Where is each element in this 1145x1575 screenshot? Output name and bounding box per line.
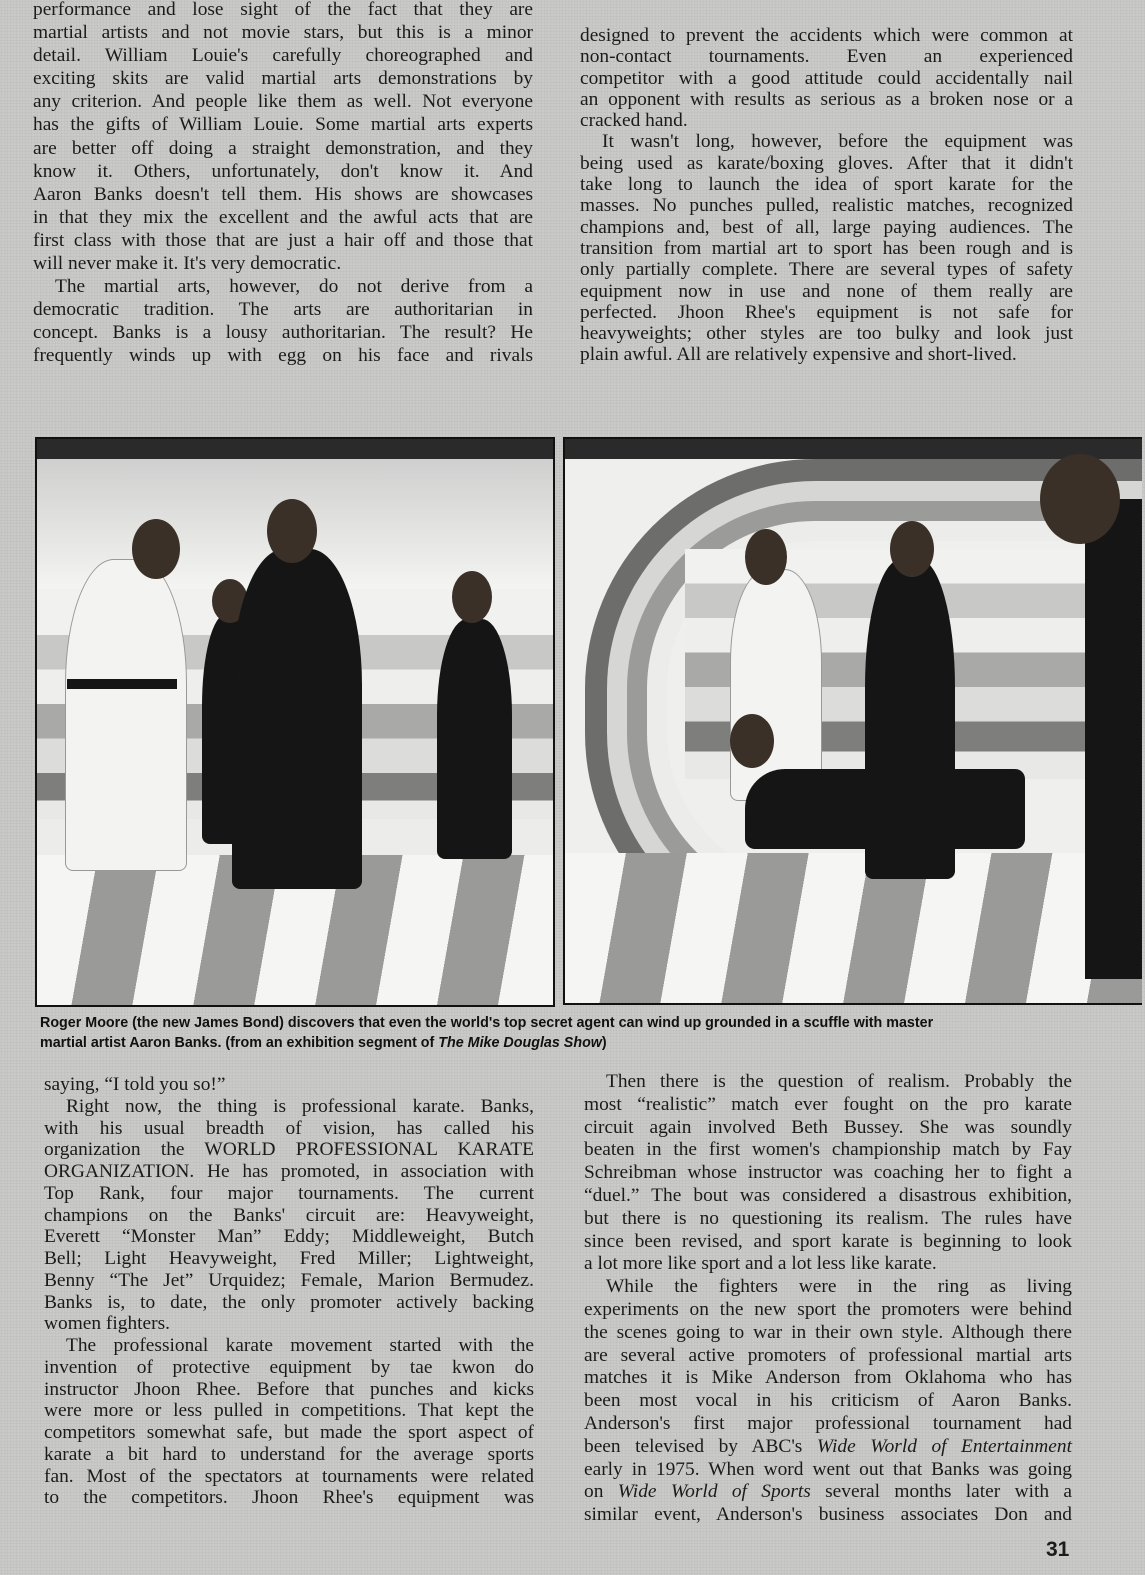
text-line: fan. Most of the spectators at tournaments were related <box>44 1465 534 1487</box>
program-title: Wide World of Sports <box>617 1481 811 1503</box>
text-line: Then there is the question of realism. Probably the <box>606 1071 1072 1092</box>
text-segment: on <box>584 1481 618 1503</box>
article-column-top-left <box>33 0 533 368</box>
text-line: most “realistic” match ever fought on the pro karate <box>584 1093 1072 1115</box>
text-line: first class with those that are just a hair off and those that <box>33 229 533 251</box>
text-line: champions on the Banks' circuit are: Heavyweight, <box>44 1204 534 1226</box>
article-column-bottom-right <box>584 1071 1072 1527</box>
text-line: with his usual breadth of vision, has called his <box>44 1117 534 1139</box>
text-line: plain awful. All are relatively expensive and short-lived. <box>580 344 1017 366</box>
text-line: Right now, the thing is professional karate. Banks, <box>66 1095 534 1117</box>
photo-roger-moore-and-aaron-banks <box>35 437 555 1007</box>
text-line: circuit again involved Beth Bussey. She was soundly <box>584 1116 1072 1138</box>
text-line: an opponent with results as serious as a broken nose or a <box>580 88 1073 110</box>
text-line: champions and, best of all, large paying audiences. The <box>580 216 1073 238</box>
text-line: were more or less pulled in competitions. That kept the <box>44 1400 534 1422</box>
caption-line-1: Roger Moore (the new James Bond) discovers that even the world's top secret agent can wind up grounded in a scuffle with master <box>40 1015 934 1031</box>
text-line: to the competitors. Jhoon Rhee's equipment was <box>44 1487 534 1509</box>
text-line: organization the WORLD PROFESSIONAL KARATE <box>44 1139 534 1161</box>
text-segment: been televised by ABC's <box>584 1435 817 1457</box>
text-line: ORGANIZATION. He has promoted, in association with <box>44 1161 534 1182</box>
caption-line-2 <box>40 1033 1100 1053</box>
text-line: Schreibman whose instructor was coaching her to fight a <box>584 1162 1072 1184</box>
text-line: non-contact tournaments. Even an experienced <box>580 46 1073 68</box>
text-line: women fighters. <box>44 1313 171 1335</box>
text-line: only partially complete. There are several types of safety <box>580 259 1073 281</box>
text-line: democratic tradition. The arts are authoritarian in <box>33 299 533 321</box>
text-line: instructor Jhoon Rhee. Before that punches and kicks <box>44 1378 534 1400</box>
text-line: Benny “The Jet” Urquidez; Female, Marion Bermudez. <box>44 1269 534 1291</box>
text-line: will never make it. It's very democratic. <box>33 253 342 275</box>
text-line: Everett “Monster Man” Eddy; Middleweight, Butch <box>44 1226 534 1248</box>
text-line: Top Rank, four major tournaments. The current <box>44 1182 534 1204</box>
text-line <box>584 1481 1072 1504</box>
text-line <box>584 1436 1072 1459</box>
text-segment: several months later with a <box>810 1481 1072 1503</box>
text-line: been most vocal in his criticism of Aaron Banks. <box>584 1390 1072 1412</box>
text-line: Banks is, to date, the only promoter actively backing <box>44 1291 534 1313</box>
text-line: It wasn't long, however, before the equipment was <box>602 131 1073 153</box>
text-line: The martial arts, however, do not derive from a <box>55 276 533 298</box>
text-line: know it. Others, unfortunately, don't know it. And <box>33 160 533 182</box>
text-line: matches it is Mike Anderson from Oklahoma who has <box>584 1367 1072 1389</box>
text-line: competitor with a good attitude could accidentally nail <box>580 67 1073 89</box>
text-line: saying, “I told you so!” <box>44 1074 226 1095</box>
text-line: any criterion. And people like them as well. Not everyone <box>33 91 533 113</box>
text-line: designed to prevent the accidents which were common at <box>580 25 1073 46</box>
text-line: equipment now in use and none of them really are <box>580 280 1073 302</box>
text-line: being used as karate/boxing gloves. After that it didn't <box>580 152 1073 174</box>
text-line: masses. No punches pulled, realistic matches, recognized <box>580 195 1073 217</box>
text-line: perfected. Jhoon Rhee's equipment is not safe for <box>580 301 1073 323</box>
text-line: performance and lose sight of the fact that they are <box>33 0 533 20</box>
text-line: competitors somewhat safe, but made the sport aspect of <box>44 1422 534 1443</box>
text-line: similar event, Anderson's business associates Don and <box>584 1504 1072 1526</box>
text-line: transition from martial art to sport has been rough and is <box>580 237 1073 259</box>
text-line: experiments on the new sport the promoters were behind <box>584 1298 1072 1320</box>
text-line: are better off doing a straight demonstration, and they <box>33 137 533 159</box>
text-line: take long to launch the idea of sport karate for the <box>580 174 1073 196</box>
text-line: has the gifts of William Louie. Some martial arts experts <box>33 114 533 136</box>
text-line: While the fighters were in the ring as living <box>606 1276 1072 1298</box>
text-line: the scenes going to war in their own style. Although there <box>584 1321 1072 1343</box>
article-column-top-right <box>580 25 1073 366</box>
text-line: “duel.” The bout was considered a disastrous exhibition, <box>584 1184 1072 1206</box>
text-line: since been revised, and sport karate is beginning to look <box>584 1230 1072 1252</box>
text-line: a lot more like sport and a lot less like karate. <box>584 1253 937 1275</box>
text-line: concept. Banks is a lousy authoritarian. The result? He <box>33 322 533 344</box>
text-line: Anderson's first major professional tournament had <box>584 1412 1072 1434</box>
text-line: beaten in the first women's championship match by Fay <box>584 1139 1072 1161</box>
caption-text: ) <box>601 1035 607 1051</box>
text-line: frequently winds up with egg on his face and rivals <box>33 345 533 367</box>
photo-roger-moore-grounded <box>563 437 1142 1005</box>
text-line: martial artists and not movie stars, but this is a minor <box>33 22 533 44</box>
program-title: Wide World of Entertainment <box>816 1435 1072 1457</box>
text-line: early in 1975. When word went out that Banks was going <box>584 1458 1072 1480</box>
text-line: invention of protective equipment by tae kwon do <box>44 1356 534 1378</box>
text-line: Bell; Light Heavyweight, Fred Miller; Lightweight, <box>44 1248 534 1269</box>
text-line: cracked hand. <box>580 110 688 132</box>
text-line: heavyweights; other styles are too bulky and look just <box>580 323 1073 345</box>
text-line: exciting skits are valid martial arts demonstrations by <box>33 68 533 90</box>
text-line: in that they mix the excellent and the awful acts that are <box>33 206 533 228</box>
photo-caption <box>40 1013 1100 1053</box>
text-line: Aaron Banks doesn't tell them. His shows are showcases <box>33 183 533 205</box>
show-title: The Mike Douglas Show <box>438 1035 602 1051</box>
text-line: The professional karate movement started with the <box>66 1335 534 1356</box>
text-line: but there is no questioning its realism. The rules have <box>584 1207 1072 1229</box>
text-line: are several active promoters of professional martial arts <box>584 1344 1072 1366</box>
text-line: karate a bit hard to understand for the average sports <box>44 1443 534 1465</box>
article-column-bottom-left <box>44 1074 534 1509</box>
text-line: detail. William Louie's carefully choreographed and <box>33 45 533 67</box>
page-number: 31 <box>1046 1538 1070 1561</box>
caption-text: martial artist Aaron Banks. (from an exhibition segment of <box>40 1035 439 1051</box>
